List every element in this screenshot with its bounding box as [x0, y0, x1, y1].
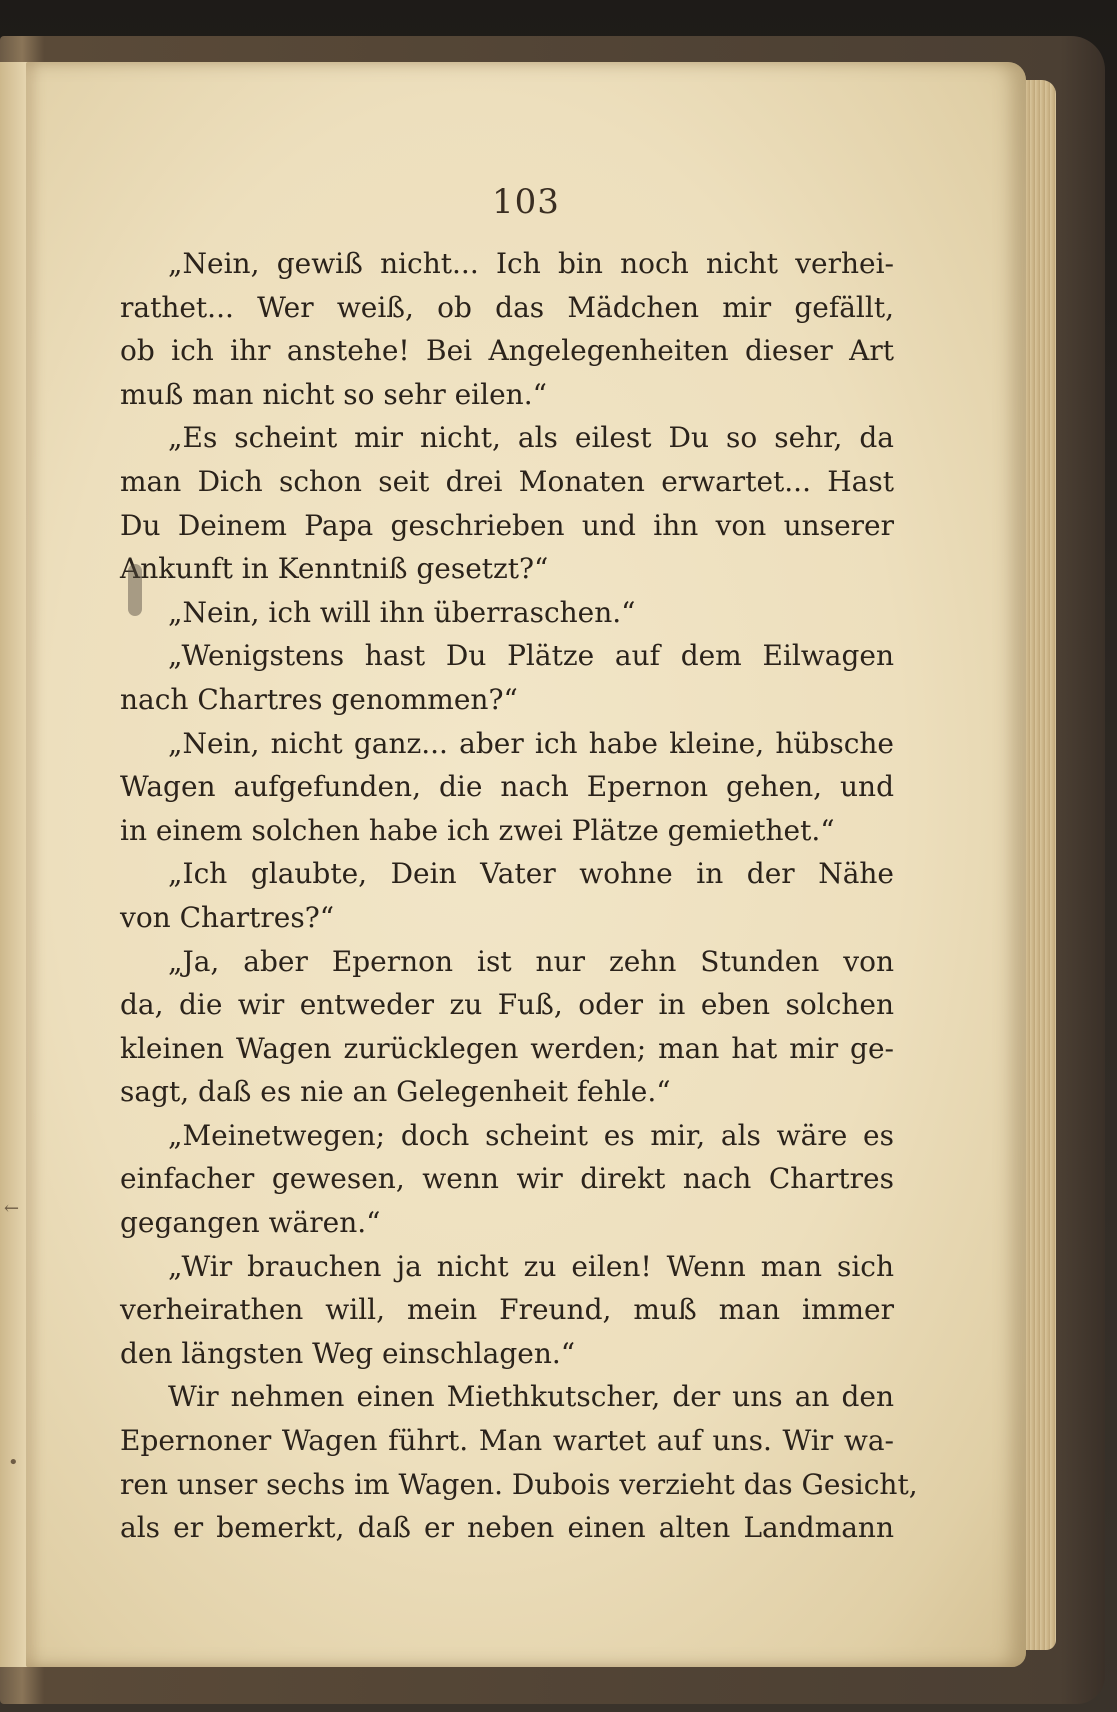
text-line: „Nein, ich will ihn überraschen.“ [168, 595, 636, 629]
text-line: muß man nicht so sehr eilen.“ [120, 377, 547, 411]
text-line: in einem solchen habe ich zwei Plätze gemiethet.“ [120, 813, 835, 847]
text-line: einfacher gewesen, wenn wir direkt nach Chartres [120, 1162, 894, 1196]
body-text [120, 242, 918, 1550]
text-line: „Meinetwegen; doch scheint es mir, als wäre es [168, 1118, 894, 1152]
text-line: verheirathen will, mein Freund, muß man immer [120, 1293, 894, 1327]
text-line: von Chartres?“ [120, 900, 335, 934]
text-line: „Nein, nicht ganz... aber ich habe kleine, hübsche [168, 726, 894, 760]
text-line: „Wenigstens hast Du Plätze auf dem Eilwagen [168, 639, 894, 673]
text-line: ren unser sechs im Wagen. Dubois verzieht das Gesicht, [120, 1467, 918, 1501]
text-line: gegangen wären.“ [120, 1206, 381, 1240]
margin-dot-mark: • [8, 1452, 19, 1473]
text-line: da, die wir entweder zu Fuß, oder in eben solchen [120, 988, 894, 1022]
text-line: „Es scheint mir nicht, als eilest Du so sehr, da [168, 421, 894, 455]
gutter-strip [0, 62, 28, 1667]
text-line: „Ich glaubte, Dein Vater wohne in der Nähe [168, 857, 894, 891]
text-line: als er bemerkt, daß er neben einen alten Landmann [120, 1511, 894, 1545]
text-line: kleinen Wagen zurücklegen werden; man hat mir ge- [120, 1031, 894, 1065]
text-line: den längsten Weg einschlagen.“ [120, 1336, 576, 1370]
text-line: man Dich schon seit drei Monaten erwartet... Hast [120, 464, 894, 498]
text-line: „Ja, aber Epernon ist nur zehn Stunden von [168, 944, 894, 978]
page-number: 103 [492, 182, 560, 222]
text-line: Du Deinem Papa geschrieben und ihn von unserer [120, 508, 894, 542]
text-line: sagt, daß es nie an Gelegenheit fehle.“ [120, 1075, 671, 1109]
text-line: Wir nehmen einen Miethkutscher, der uns an den [168, 1380, 894, 1414]
text-line: „Nein, gewiß nicht... Ich bin noch nicht verhei- [168, 247, 894, 280]
text-line: nach Chartres genommen?“ [120, 682, 518, 716]
text-line: ob ich ihr anstehe! Bei Angelegenheiten dieser Art [120, 334, 894, 368]
text-line: „Wir brauchen ja nicht zu eilen! Wenn man sich [168, 1249, 894, 1283]
ink-blemish [128, 564, 142, 616]
text-line: Wagen aufgefunden, die nach Epernon gehen, und [120, 770, 894, 804]
text-line: Epernoner Wagen führt. Man wartet auf uns. Wir wa- [120, 1424, 894, 1458]
margin-arrow-mark: ← [4, 1198, 20, 1219]
page-paper [26, 62, 1026, 1667]
text-line: Ankunft in Kenntniß gesetzt?“ [120, 552, 549, 586]
text-line: rathet... Wer weiß, ob das Mädchen mir gefällt, [120, 290, 894, 324]
